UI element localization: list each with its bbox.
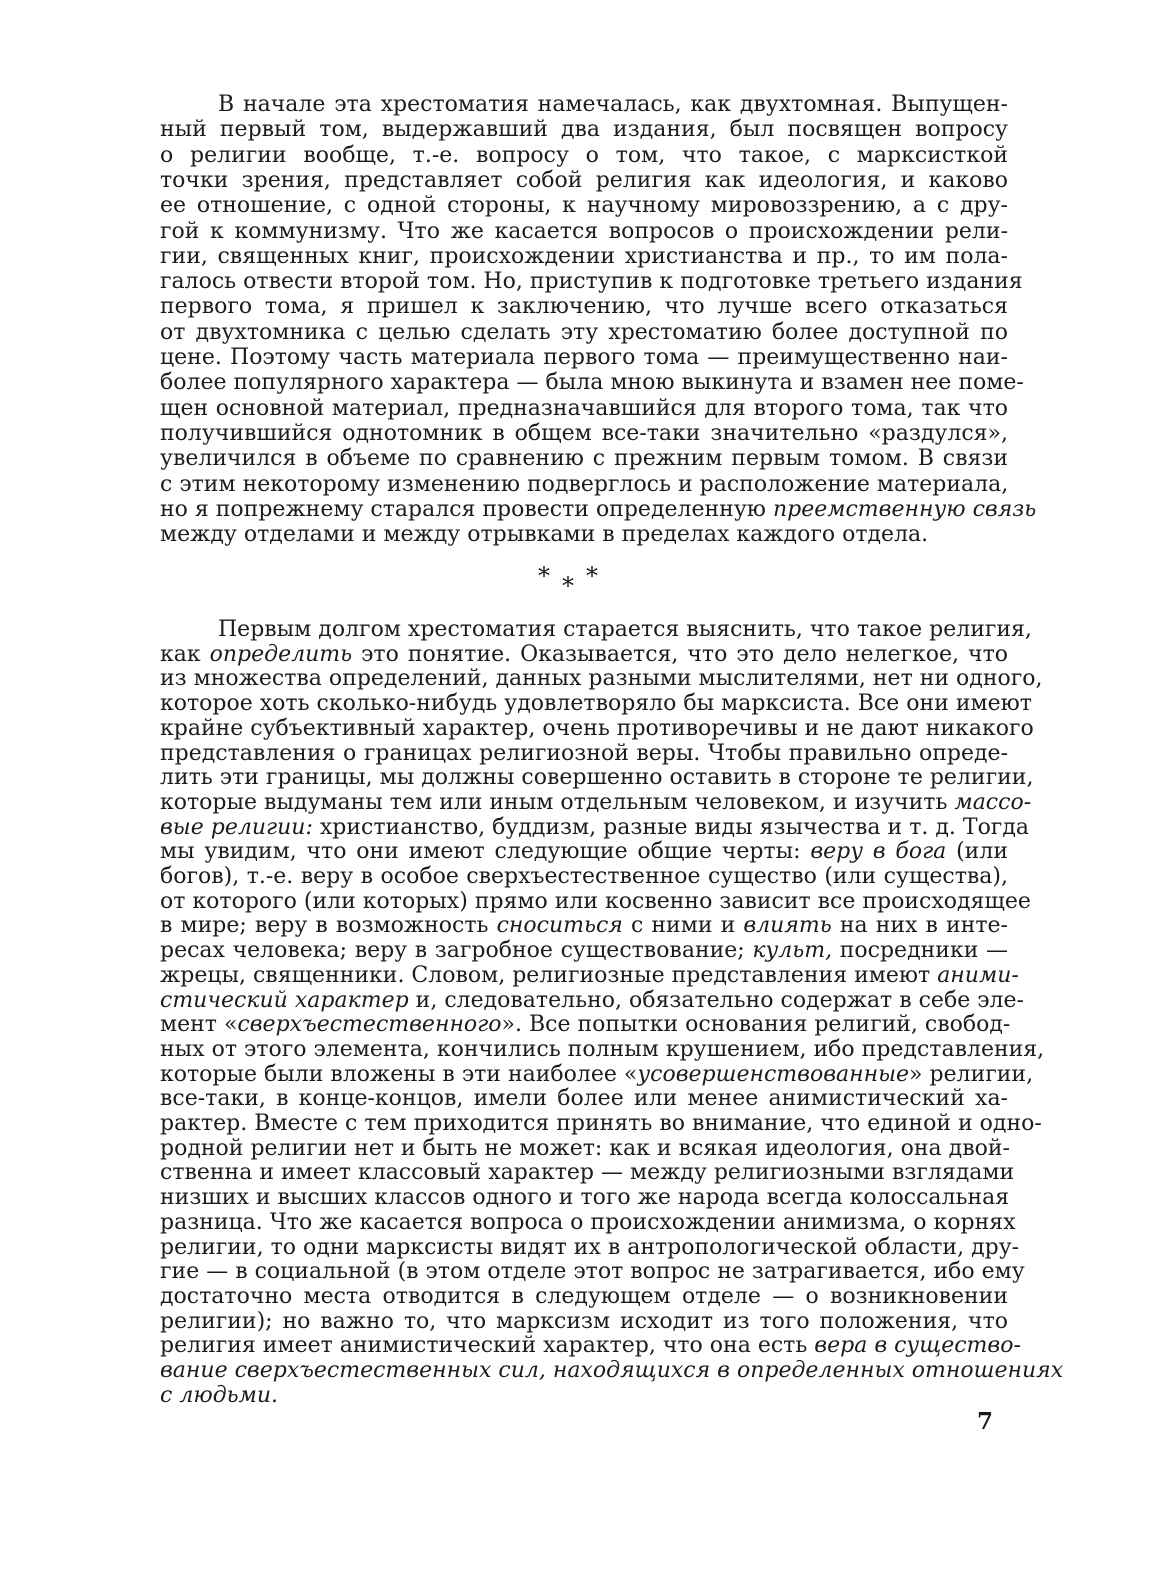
text-run: о религии вообще, т.-е. вопросу о том, что такое, с марксисткой [160, 142, 1008, 168]
text-line [160, 1012, 1011, 1038]
text-run: родной религии нет и быть не может: как и всякая идеология, она двой- [160, 1135, 1010, 1161]
text-run: первого тома, я пришел к заключению, что лучше всего отказаться [160, 294, 1008, 320]
italic-text: преемственную связь [772, 496, 1037, 522]
text-line [160, 168, 1008, 193]
italic-text: сверхъестественного [237, 1012, 502, 1038]
text-line [160, 1111, 1042, 1136]
text-run: между отделами и между отрывками в пределах каждого отдела. [160, 522, 929, 548]
text-run: Первым долгом хрестоматия старается выяснить, что такое религия, [218, 617, 1032, 642]
text-line [160, 396, 1008, 421]
text-run: (или [946, 839, 1008, 865]
text-line [160, 1086, 1008, 1111]
text-line [160, 1185, 1008, 1210]
text-run: гой к коммунизму. Что же касается вопросов о происхождении рели- [160, 218, 1008, 244]
italic-text: вые религии: [160, 814, 313, 840]
text-run: это понятие. Оказывается, что это дело нелегкое, что [352, 641, 1009, 667]
text-run: из множества определений, данных разными мыслителями, нет ни одного, [160, 666, 1043, 692]
text-line [160, 1061, 1034, 1087]
text-run: увеличился в объеме по сравнению с прежним первым томом. В связи [160, 446, 1008, 472]
text-run: разница. Что же касается вопроса о происхождении анимизма, о корнях [160, 1209, 1016, 1235]
text-run: которые выдуманы тем или иным отдельным человеком, и изучить [160, 789, 955, 815]
text-line [160, 1309, 1008, 1334]
text-run: в мире; веру в возможность [160, 913, 497, 939]
text-line [160, 320, 1008, 345]
text-run: точки зрения, представляет собой религия как идеология, и каково [160, 167, 1008, 193]
text-run: которые были вложены в эти наиболее « [160, 1061, 638, 1087]
text-run: лить эти границы, мы должны совершенно оставить в стороне те религии, [160, 765, 1034, 791]
section-separator [520, 562, 620, 602]
italic-text: с людьми. [160, 1382, 279, 1408]
italic-text: аними- [937, 962, 1019, 988]
italic-text: вера в существо- [814, 1333, 1021, 1359]
text-line [160, 370, 1024, 396]
text-run: религии, то одни марксисты видят их в антропологической области, дру- [160, 1234, 1020, 1260]
italic-text: массо- [954, 789, 1032, 815]
separator-star: * [586, 562, 598, 590]
text-line [160, 1160, 1015, 1186]
text-run: на них в инте- [831, 913, 1008, 939]
text-line [160, 1333, 1021, 1359]
text-line [160, 1383, 1008, 1408]
text-line [160, 143, 1008, 168]
text-line [160, 1284, 1008, 1309]
text-run: мы увидим, что они имеют следующие общие черты: [160, 839, 811, 865]
italic-text: усовершенствованные [637, 1061, 910, 1087]
text-line [160, 888, 1031, 914]
text-run: мент « [160, 1012, 238, 1038]
text-run: цене. Поэтому часть материала первого тома — преимущественно наи- [160, 345, 1008, 370]
text-line [160, 522, 1008, 547]
text-run: ». Все попытки основания религий, свобод- [501, 1012, 1011, 1038]
text-run: гии, священных книг, происхождении христианства и пр., то им пола- [160, 243, 1008, 269]
text-line [160, 741, 1008, 766]
text-line [160, 1358, 1064, 1383]
italic-text: культ, [752, 938, 833, 964]
text-line [160, 913, 1008, 938]
text-run: ее отношение, с одной стороны, к научному мировоззрению, а с дру- [160, 193, 1008, 219]
italic-text: определить [209, 641, 353, 667]
text-run: крайне субъективный характер, очень противоречивы и не дают никакого [160, 715, 1034, 741]
text-run: религии); но важно то, что марксизм исходит из того положения, что [160, 1308, 1008, 1334]
text-line [160, 472, 1008, 497]
text-line [218, 617, 1032, 642]
text-run: получившийся однотомник в общем все-таки значительно «раздулся», [160, 420, 1008, 446]
text-line [160, 1036, 1045, 1062]
text-run: с этим некоторому изменению подверглось и расположение материала, [160, 471, 1009, 497]
text-line [160, 446, 1008, 471]
text-line [160, 294, 1008, 319]
text-run: ный первый том, выдержавший два издания, был посвящен вопросу [160, 117, 1008, 143]
text-line [160, 269, 1023, 295]
text-line [160, 814, 1029, 840]
text-line [160, 789, 1032, 815]
text-line [160, 691, 1032, 717]
text-run: христианство, буддизм, разные виды язычества и т. д. Тогда [312, 814, 1029, 840]
text-run: от двухтомника с целью сделать эту хрестоматию более доступной по [160, 319, 1008, 345]
text-run: низших и высших классов одного и того же народа всегда колоссальная [160, 1185, 1010, 1211]
text-line [160, 715, 1034, 741]
text-line [160, 962, 1019, 988]
text-line [160, 1136, 1008, 1161]
text-line [160, 666, 1043, 692]
text-run: ственна и имеет классовый характер — между религиозными взглядами [160, 1160, 1015, 1186]
text-line [160, 244, 1008, 269]
text-line [160, 1234, 1020, 1260]
text-run: посредники — [832, 938, 1008, 964]
page-number: 7 [976, 1408, 993, 1435]
italic-text: влиять [743, 913, 832, 939]
text-run: богов), т.-е. веру в особое сверхъестественное существо (или существа), [160, 864, 1008, 889]
text-run: религия имеет анимистический характер, что она есть [160, 1333, 815, 1359]
separator-star: * [562, 572, 574, 600]
text-line [160, 219, 1008, 244]
text-run: более популярного характера — была мною выкинута и взамен нее поме- [160, 370, 1024, 396]
text-run: которое хоть сколько-нибудь удовлетворяло бы марксиста. Все они имеют [160, 691, 1032, 717]
text-run: щен основной материал, предназначавшийся для второго тома, так что [160, 395, 1008, 421]
separator-star: * [538, 562, 550, 590]
text-line [160, 1209, 1016, 1235]
italic-text: вание сверхъестественных сил, находящихся в определенных отношениях [160, 1358, 1064, 1383]
text-line [160, 839, 1008, 864]
text-line [160, 421, 1008, 446]
text-run: с ними и [622, 913, 744, 939]
text-run: гие — в социальной (в этом отделе этот вопрос не затрагивается, ибо ему [160, 1259, 1025, 1285]
italic-text: веру в бога [810, 839, 947, 865]
text-line [160, 864, 1008, 889]
text-line [160, 345, 1008, 370]
text-run: но я попрежнему старался провести определенную [160, 496, 773, 522]
text-run: жрецы, священники. Словом, религиозные представления имеют [160, 962, 938, 988]
text-line [160, 938, 1008, 963]
text-run: рактер. Вместе с тем приходится принять во внимание, что единой и одно- [160, 1111, 1042, 1136]
text-line [160, 642, 1008, 667]
text-run: представления о границах религиозной веры. Чтобы правильно опреде- [160, 740, 1008, 766]
text-line [160, 987, 1024, 1013]
italic-text: сноситься [496, 913, 623, 939]
text-run: ресах человека; веру в загробное существование; [160, 938, 753, 964]
text-line [160, 765, 1034, 791]
text-run: и, следовательно, обязательно содержат в себе эле- [408, 987, 1024, 1013]
text-line [160, 496, 1037, 522]
text-line [160, 1259, 1025, 1285]
text-run: от которого (или которых) прямо или косвенно зависит все происходящее [160, 888, 1031, 914]
text-run: как [160, 641, 210, 667]
text-run: » религии, [909, 1061, 1034, 1087]
text-line [218, 92, 1008, 117]
text-run: В начале эта хрестоматия намечалась, как двухтомная. Выпущен- [218, 92, 1008, 117]
text-run: достаточно места отводится в следующем отделе — о возникновении [160, 1283, 1008, 1309]
text-line [160, 193, 1008, 218]
text-line [160, 117, 1008, 142]
text-run: ных от этого элемента, кончились полным крушением, ибо представления, [160, 1036, 1045, 1062]
text-run: все-таки, в конце-концов, имели более или менее анимистический ха- [160, 1086, 1008, 1112]
italic-text: стический характер [160, 987, 409, 1013]
text-run: галось отвести второй том. Но, приступив к подготовке третьего издания [160, 269, 1023, 295]
